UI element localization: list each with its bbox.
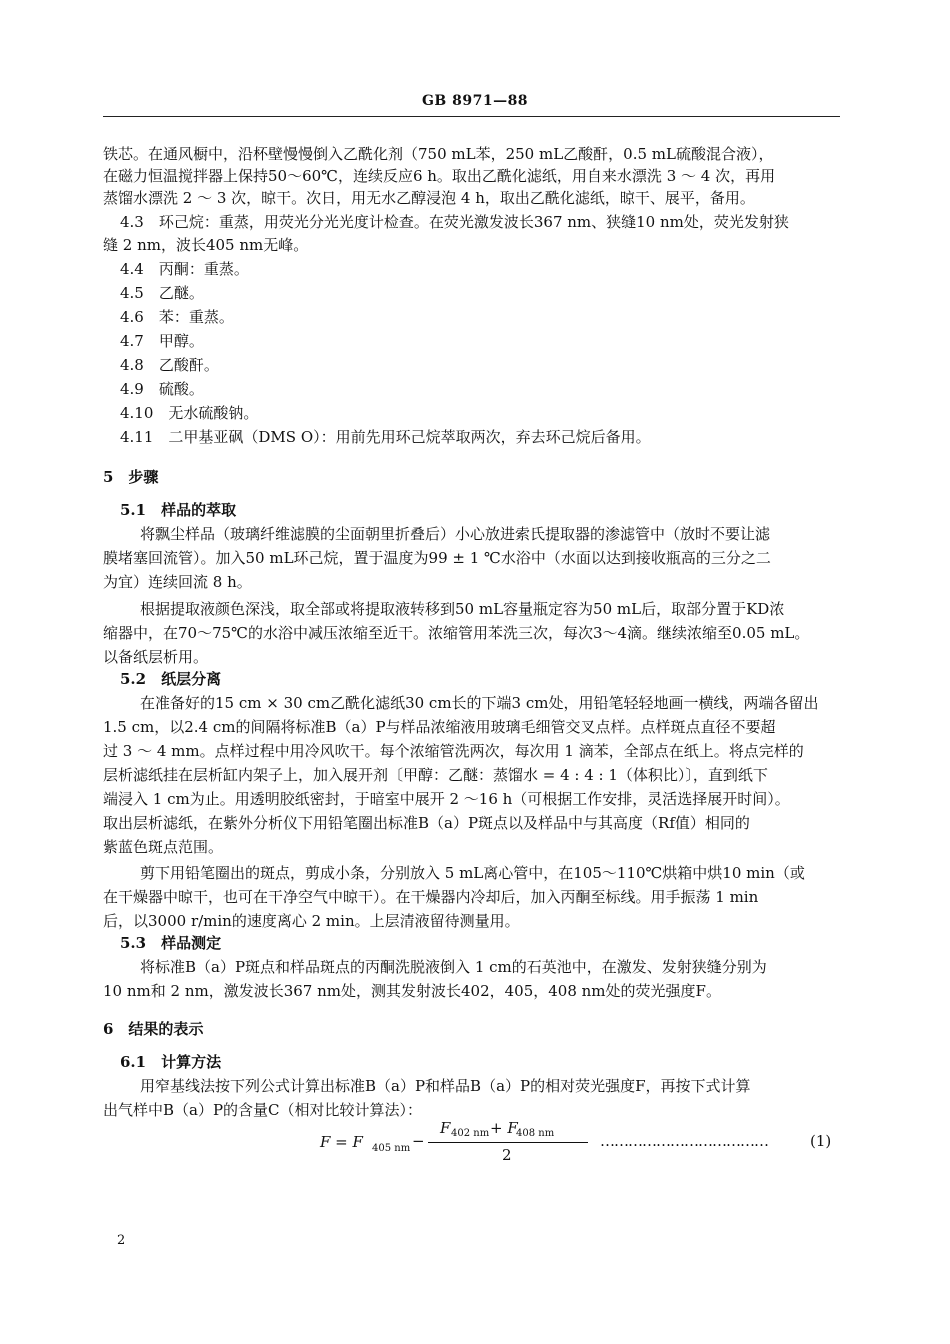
text-line: 4.5 乙醚。 [120, 284, 204, 302]
text-line: 紫蓝色斑点范围。 [103, 838, 224, 856]
text-line: 4.11 二甲基亚砜（DMS O）：用前先用环己烷萃取两次，弃去环己烷后备用。 [120, 428, 651, 446]
text-line: 在磁力恒温搅拌器上保持50～60℃，连续反应6 h。取出乙酰化滤纸，用自来水漂洗 3 ～ 4 次，再用 [103, 167, 776, 185]
text-line: 层析滤纸挂在层析缸内架子上，加入展开剂〔甲醇：乙醚：蒸馏水 = 4 : 4 : 1（体积比）〕，直到纸下 [103, 766, 768, 784]
text-line: 过 3 ～ 4 mm。点样过程中用冷风吹干。每个浓缩管洗两次，每次用 1 滴苯，全部点在纸上。将点完样的 [103, 742, 804, 760]
fraction-bar [428, 1142, 588, 1143]
section-heading: 6 结果的表示 [103, 1020, 204, 1038]
text-line: 4.6 苯：重蒸。 [120, 308, 234, 326]
text-line: 将标准B（a）P斑点和样品斑点的丙酮洗脱液倒入 1 cm的石英池中，在激发、发射狭缝分别为 [140, 958, 767, 976]
text-line: 在干燥器中晾干，也可在干净空气中晾干）。在干燥器内冷却后，加入丙酮至标线。用手振荡 1 min [103, 888, 759, 906]
text-line: 4.9 硫酸。 [120, 380, 204, 398]
page-header: GB 8971—88 [421, 93, 529, 109]
formula-denominator: 2 [502, 1146, 512, 1164]
text-line: 根据提取液颜色深浅，取全部或将提取液转移到50 mL容量瓶定容为50 mL后，取部分置于KD浓 [140, 600, 785, 618]
text-line: 膜堵塞回流管）。加入50 mL环己烷，置于温度为99 ± 1 ℃水浴中（水面以达到接收瓶高的三分之二 [103, 549, 771, 567]
text-line: 4.3 环己烷：重蒸，用荧光分光光度计检查。在荧光激发波长367 nm、狭缝10 nm处，荧光发射狭 [120, 213, 789, 231]
formula-1 [320, 1115, 840, 1165]
text-line: 以备纸层析用。 [103, 648, 209, 666]
text-line: 出气样中B（a）P的含量C（相对比较计算法）： [103, 1101, 423, 1119]
header-rule [103, 116, 840, 117]
formula-leader: ……………………………… [600, 1132, 768, 1150]
text-line: 4.7 甲醇。 [120, 332, 204, 350]
text-line: 缝 2 nm，波长405 nm无峰。 [103, 236, 309, 254]
text-line: 缩器中，在70～75℃的水浴中减压浓缩至近干。浓缩管用苯洗三次，每次3～4滴。继续浓缩至0.05 mL。 [103, 624, 810, 642]
subsection-heading: 5.2 纸层分离 [120, 670, 222, 688]
text-line: 为宜）连续回流 8 h。 [103, 573, 252, 591]
subsection-heading: 5.1 样品的萃取 [120, 501, 237, 519]
text-line: 铁芯。在通风橱中，沿杯壁慢慢倒入乙酰化剂（750 mL苯，250 mL乙酸酐，0.5 mL硫酸混合液）， [103, 145, 774, 163]
text-line: 4.4 丙酮：重蒸。 [120, 260, 249, 278]
text-line: 1.5 cm，以2.4 cm的间隔将标准B（a）P与样品浓缩液用玻璃毛细管交叉点样。点样斑点直径不要超 [103, 718, 776, 736]
text-line: 取出层析滤纸，在紫外分析仪下用铅笔圈出标准B（a）P斑点以及样品中与其高度（Rf值）相同的 [103, 814, 750, 832]
text-line: 用窄基线法按下列公式计算出标准B（a）P和样品B（a）P的相对荧光强度F，再按下式计算 [140, 1077, 751, 1095]
text-line: 端浸入 1 cm为止。用透明胶纸密封，于暗室中展开 2 ～16 h（可根据工作安排，灵活选择展开时间）。 [103, 790, 790, 808]
text-line: 4.8 乙酸酐。 [120, 356, 219, 374]
text-line: 4.10 无水硫酸钠。 [120, 404, 259, 422]
formula-lhs: F = F [320, 1133, 363, 1151]
equation-number: (1) [810, 1132, 832, 1150]
text-line: 将飘尘样品（玻璃纤维滤膜的尘面朝里折叠后）小心放进索氏提取器的渗滤管中（放时不要让滤 [140, 525, 771, 543]
formula-numerator-subscript: 402 nm [451, 1128, 490, 1139]
subsection-heading: 5.3 样品测定 [120, 934, 222, 952]
formula-lhs-subscript: 405 nm [372, 1143, 411, 1154]
formula-numerator-subscript: 408 nm [516, 1128, 555, 1139]
text-line: 剪下用铅笔圈出的斑点，剪成小条，分别放入 5 mL离心管中，在105～110℃烘箱中烘10 min（或 [140, 864, 805, 882]
formula-minus: − [412, 1132, 425, 1150]
subsection-heading: 6.1 计算方法 [120, 1053, 222, 1071]
section-heading: 5 步骤 [103, 468, 159, 486]
page-number: 2 [117, 1233, 126, 1248]
formula-plus: + F [490, 1119, 518, 1137]
text-line: 蒸馏水漂洗 2 ～ 3 次，晾干。次日，用无水乙醇浸泡 4 h，取出乙酰化滤纸，晾干、展平，备用。 [103, 189, 755, 207]
text-line: 10 nm和 2 nm，激发波长367 nm处，测其发射波长402，405，408 nm处的荧光强度F。 [103, 982, 721, 1000]
text-line: 后，以3000 r/min的速度离心 2 min。上层清液留待测量用。 [103, 912, 520, 930]
text-line: 在准备好的15 cm × 30 cm乙酰化滤纸30 cm长的下端3 cm处，用铅笔轻轻地画一横线，两端各留出 [140, 694, 819, 712]
formula-numerator: F [440, 1119, 451, 1137]
